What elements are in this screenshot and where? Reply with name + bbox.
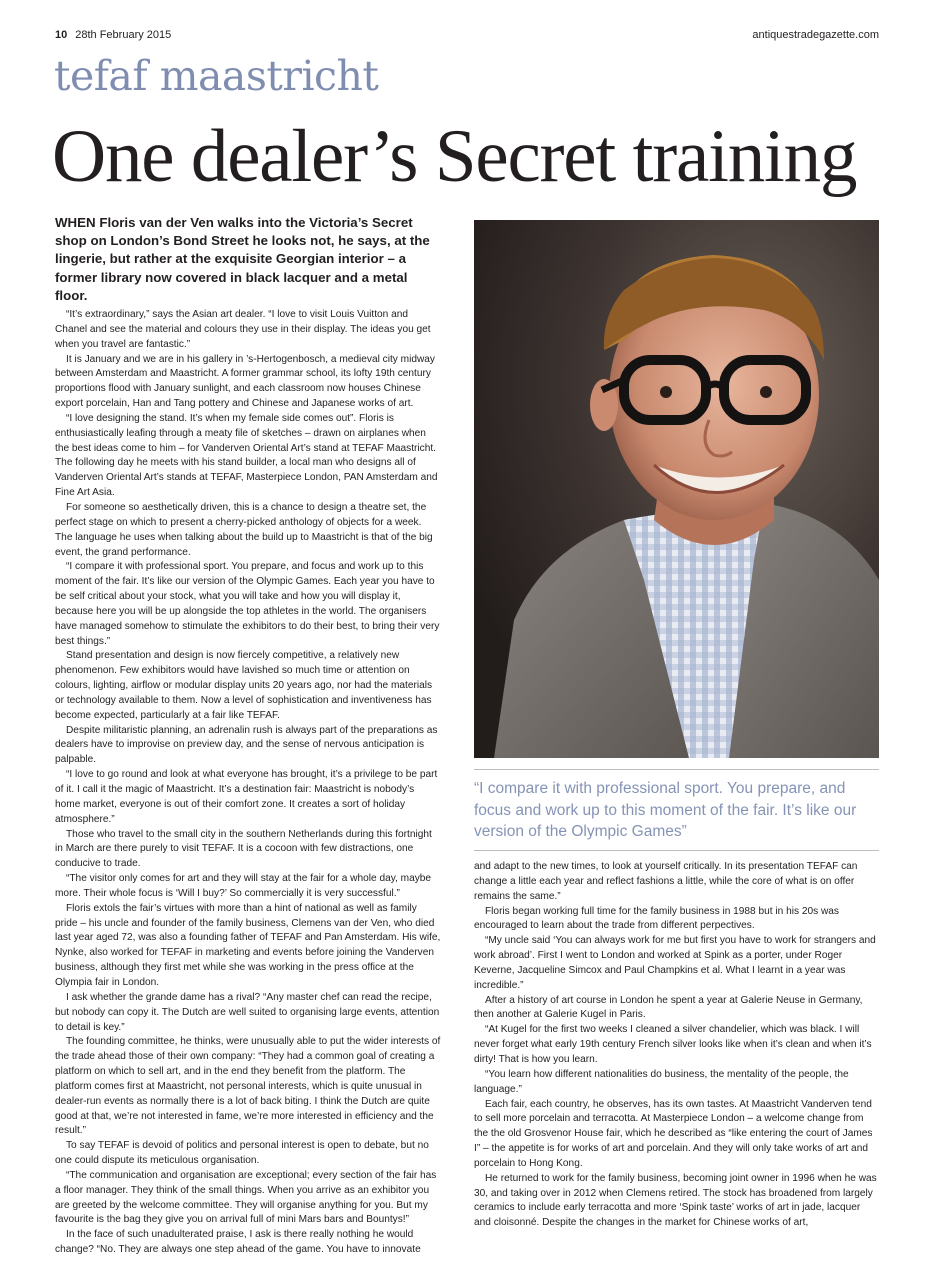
paragraph: “The communication and organisation are exceptional; every section of the fair has a floor manager. They think of the small things. When you arrive as an exhibitor you are greeted by the welcome committee. They will organise anything for you. But my favourite is the bag they give you on arrival full of mini Mars bars and Bountys!” [55,1169,437,1226]
paragraph: The founding committee, he thinks, were unusually able to put the wider interests of the trade ahead those of their own company: “They had a common goal of creating a platform on which to sell art, and in the end they benefit from the platform. The platform comes first at Maastricht, not personal interests, which is quite unusual in dealer-run events as normally there is a lot of back biting. I think the Dutch are quite good at that, we’re not interested in fame, we’re more interested in efficiency and the result.” [55,1036,441,1137]
paragraph: To say TEFAF is devoid of politics and personal interest is open to debate, but no one could dispute its meticulous organisation. [55,1140,429,1167]
headline: One dealer’s Secret training [52,115,857,198]
left-column [55,214,441,1258]
paragraph: “You learn how different nationalities do business, the mentality of the people, the language.” [474,1068,849,1095]
page-number: 10 [55,29,68,41]
paragraph: “I love to go round and look at what everyone has brought, it’s a privilege to be part of it. I call it the magic of Maastricht. It’s a destination fair: Maastricht is nobody’s home market, everyone is out of their comfort zone. It creates a sort of holiday atmosphere.” [55,769,438,825]
standfirst: WHEN Floris van der Ven walks into the Victoria’s Secret shop on London’s Bond Street he looks not, he says, at the lingerie, but rather at the exquisite Georgian interior – a former library now covered in black lacquer and a metal floor. [55,215,430,303]
paragraph: Those who travel to the small city in the southern Netherlands during this fortnight in March are there purely to visit TEFAF. It is a cocoon with few distractions, one conducive to trade. [55,828,432,870]
issue-date: 28th February 2015 [75,29,172,41]
left-body [55,308,441,1258]
paragraph: I ask whether the grande dame has a rival? “Any master chef can read the recipe, but nobody can copy it. The Dutch are well suited to organising large events, attention to detail is key.” [55,991,440,1033]
paragraph: “The visitor only comes for art and they will stay at the fair for a whole day, maybe more. Their whole focus is ‘Will I buy?’ So commercially it is very successful.” [55,873,432,899]
website-url: antiquestradegazette.com [752,29,879,41]
paragraph: He returned to work for the family business, becoming joint owner in 1996 when he was 30, and taking over in 2012 when Clemens retired. The stock has broadened from largely ceramics to include early terracotta and more ‘Spink taste’ works of art in jade, lacquer and cloisonné. Despite the changes in the market for Chinese works of art, [474,1172,877,1229]
paragraph: Floris began working full time for the family business in 1988 but in his 20s was encouraged to learn about the trade from different perpectives. [474,905,839,932]
paragraph: and adapt to the new times, to look at yourself critically. In its presentation TEFAF can change a little each year and reflect fashions a little, while the core of what is on offer remains the same.” [474,861,858,902]
paragraph: It is January and we are in his gallery in ’s-Hertogenbosch, a medieval city midway between Amsterdam and Maastricht. A former grammar school, its lofty 19th century proportions flood with January sunlight, and each classroom now houses Chinese export porcelain, Han and Tang pottery and Chinese and Japanese works of art. [55,353,435,410]
right-column [474,860,879,1231]
pullquote-rule-bottom [474,850,879,851]
paragraph: “It’s extraordinary,” says the Asian art dealer. “I love to visit Louis Vuitton and Chanel and see the material and colours they use in their display. The ideas you get when you travel are fantastic.” [55,309,431,350]
paragraph: Each fair, each country, he observes, has its own tastes. At Maastricht Vanderven tend to sell more porcelain and terracotta. At Masterpiece London – a welcome change from the the old Grosvenor House fair, which he described as “like entering the court of James I” – the appetite is for works of art and porcelain. And they will only take works of art and porcelain to Hong Kong. [474,1098,873,1169]
paragraph: “I love designing the stand. It’s when my female side comes out”. Floris is enthusiastically leafing through a meaty file of sketches – drawn on airplanes when the best ideas come to him – for Vanderven Oriental Art’s stand at TEFAF Maastricht. The following day he meets with his stand builder, a local man who designs all of Vanderven Oriental Art’s stands at TEFAF, Masterpiece London, PAN Amsterdam and Fine Art Asia. [55,412,438,499]
pullquote-rule-top [474,769,879,770]
page-header [55,28,879,42]
paragraph: After a history of art course in London he spent a year at Galerie Neuse in Germany, then another at Galerie Kugel in Paris. [474,994,863,1021]
paragraph: Despite militaristic planning, an adrenalin rush is always part of the preparations as dealers have to improvise on preview day, and the sense of nervous anticipation is palpable. [55,724,438,766]
paragraph: “I compare it with professional sport. You prepare, and focus and work up to this moment of the fair. It’s like our version of the Olympic Games. Each year you have to be self critical about your stock, what you will take and how you will display it, because here you will be up alongside the top athletes in the world. The organisers have managed somehow to stimulate the exhibitors to do their best, to bring their very best things.” [55,561,440,647]
paragraph: “My uncle said ‘You can always work for me but first you have to work for strangers and work abroad’. First I went to London and worked at Spink as a porter, under Roger Keverne, Jacqueline Simcox and Paul Champkins et al. What I learnt in a year was incredible.” [474,935,876,991]
paragraph: In the face of such unadulterated praise, I ask is there really nothing he would change? “No. They are always one step ahead of the game. You have to innovate [55,1229,421,1256]
portrait-illustration [474,220,879,758]
pull-quote: “I compare it with professional sport. You prepare, and focus and work up to this moment of the fair. It’s like our version of the Olympic Games” [474,780,857,840]
paragraph: Stand presentation and design is now fiercely competitive, a relatively new phenomenon. Few exhibitors would have lavished so much time or attention on colours, lighting, airflow or modular display units 20 years ago, nor had the materials or technology available to them. Now a level of sophistication and inventiveness has become expected, particularly at a fair like TEFAF. [55,650,433,721]
portrait-photo [474,220,879,758]
paragraph: Floris extols the fair’s virtues with more than a hint of national as well as family pride – his uncle and founder of the family business, Clemens van der Ven, who died last year aged 72, was also a founding father of TEFAF and Pan Amsterdam. His wife, Nynke, also worked for TEFAF in marketing and events before joining the Vanderven business, although they first met while she was working in the press office at the Olympia fair in London. [55,902,441,988]
paragraph: “At Kugel for the first two weeks I cleaned a silver chandelier, which was black. I will never forget what early 19th century French silver looks like when it’s clean and when it’s dirty! That is how you learn. [474,1024,872,1065]
paragraph: For someone so aesthetically driven, this is a chance to design a theatre set, the perfect stage on which to present a cherry-picked anthology of objects for a week. The language he uses when talking about the build up to Maastricht is that of the big event, the grand performance. [55,501,433,558]
section-title: tefaf maastricht [54,52,379,100]
